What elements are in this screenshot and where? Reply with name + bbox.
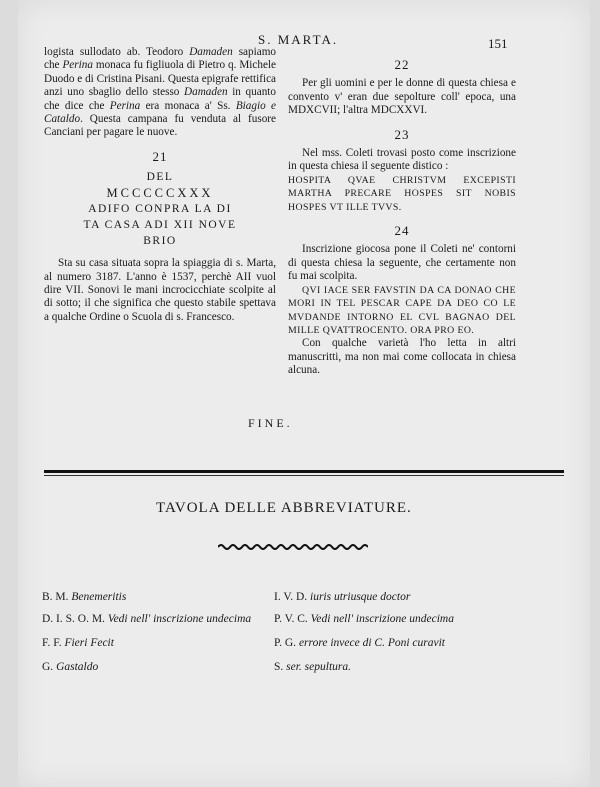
text-run: logista sullodato ab. Teodoro (44, 46, 190, 58)
abbreviation-entry (274, 660, 351, 674)
text-run: era monaca a' Ss. (140, 99, 236, 112)
section-number-21: 21 (152, 148, 168, 164)
abbreviation-meaning: Vedi nell' inscrizione undecima (107, 613, 252, 625)
book-page (18, 0, 590, 787)
abbreviation-code: G. (42, 661, 54, 673)
paragraph-24: Inscrizione giocosa pone il Coleti ne' contorni di questa chiesa la seguente, che certamente non fu mai scolpita. (288, 243, 516, 283)
abbreviation-entry (42, 612, 251, 626)
abbreviation-entry (274, 612, 454, 626)
abbreviation-entry (42, 590, 126, 604)
section-number-22: 22 (394, 57, 410, 72)
abbreviation-meaning: Gastaldo (56, 661, 99, 673)
abbreviation-entry (274, 636, 445, 650)
paragraph-22: Per gli uomini e per le donne di questa chiesa e convento v' eran due sepolture coll' epoca, una MDXCVII; l'altra MDCXXVI. (288, 77, 516, 117)
inscription-24: QVI IACE SER FAVSTIN DA CA DONAO CHE MORI IN TEL PESCAR CAPE DA DEO CO LE MVDANDE INTORNO EL CVL BAGNAO DEL MILLE QVATTROCENTO. ORA PRO EO. (288, 284, 516, 336)
abbreviation-code: D. I. S. O. M. (42, 613, 105, 625)
italic-run: Perina (62, 59, 93, 72)
abbreviation-code: I. V. D. (274, 591, 308, 603)
right-column (288, 58, 516, 378)
abbreviation-code: F. F. (42, 637, 62, 649)
thick-rule (44, 470, 564, 473)
abbreviation-meaning: Benemeritis (71, 591, 127, 603)
text-run: in quanto che dice che (44, 86, 276, 112)
abbreviations-title: TAVOLA DELLE ABBREVIATURE. (156, 500, 412, 516)
italic-run: Perina (109, 99, 141, 112)
thin-rule (44, 475, 564, 476)
inscription-line: ADIFO CONPRA LA DI (88, 203, 232, 216)
abbreviation-entry (42, 660, 98, 674)
italic-run: Damaden (189, 46, 233, 58)
abbreviation-code: B. M. (42, 591, 69, 603)
intro-paragraph (44, 46, 276, 140)
abbreviation-code: S. (274, 661, 284, 673)
inscription-line: MCCCCCXXX (106, 186, 214, 201)
paragraph-final: Con qualche varietà l'ho letta in altri manuscritti, ma non mai come collocata in chiesa alcuna. (288, 337, 516, 377)
inscription-line: BRIO (143, 235, 177, 248)
abbreviation-meaning: ser. sepultura. (286, 661, 352, 673)
page-number: 151 (488, 36, 508, 51)
section-number-23: 23 (394, 126, 410, 142)
text-run: monaca fu figliuola di Pietro q. Michele Duodo e di Cristina Pisani. Questa epigrafe rettifica anzi uno sbaglio dello stesso (44, 59, 276, 99)
running-title: S. MARTA. (258, 32, 339, 47)
text-run: sapiamo che (44, 46, 276, 72)
section-number-24: 24 (394, 223, 410, 239)
abbreviation-meaning: Vedi nell' inscrizione undecima (310, 613, 454, 625)
abbreviation-code: P. G. (274, 637, 297, 649)
inscription-21 (44, 169, 276, 249)
abbreviation-entry (274, 590, 410, 604)
abbreviation-code: P. V. C. (274, 613, 308, 625)
paragraph-21: Sta su casa situata sopra la spiaggia di s. Marta, al numero 3187. L'anno è 1537, perchè AII vuol dire VII. Sonovi le mani incrocicchiate scolpite al di sotto; il che significa che questo stabile spettava a qualche Ordine o Scuola di s. Francesco. (44, 257, 276, 323)
paragraph-23: Nel mss. Coleti trovasi posto come inscrizione in questa chiesa il seguente distico : (288, 147, 516, 173)
left-column (44, 46, 276, 324)
ornament-divider-icon (218, 543, 368, 551)
inscription-line: TA CASA ADI XII NOVE (83, 219, 237, 232)
abbreviation-meaning: Fieri Fecit (64, 637, 114, 649)
text-run: . Questa campana fu venduta al fusore Canciani per pagare le nuove. (44, 113, 276, 139)
abbreviation-meaning: iuris utriusque doctor (310, 591, 411, 603)
fine-label: FINE. (248, 416, 293, 430)
italic-run: Damaden (184, 86, 228, 99)
inscription-23: HOSPITA QVAE CHRISTVM EXCEPISTI MARTHA PRECARE HOSPES SIT NOBIS HOSPES VT ILLE TVVS. (288, 174, 516, 213)
abbreviation-entry (42, 636, 114, 650)
inscription-line: DEL (146, 171, 174, 184)
italic-run: Biagio e Cataldo (44, 99, 277, 126)
abbreviation-meaning: errore invece di C. Poni curavit (298, 637, 445, 649)
